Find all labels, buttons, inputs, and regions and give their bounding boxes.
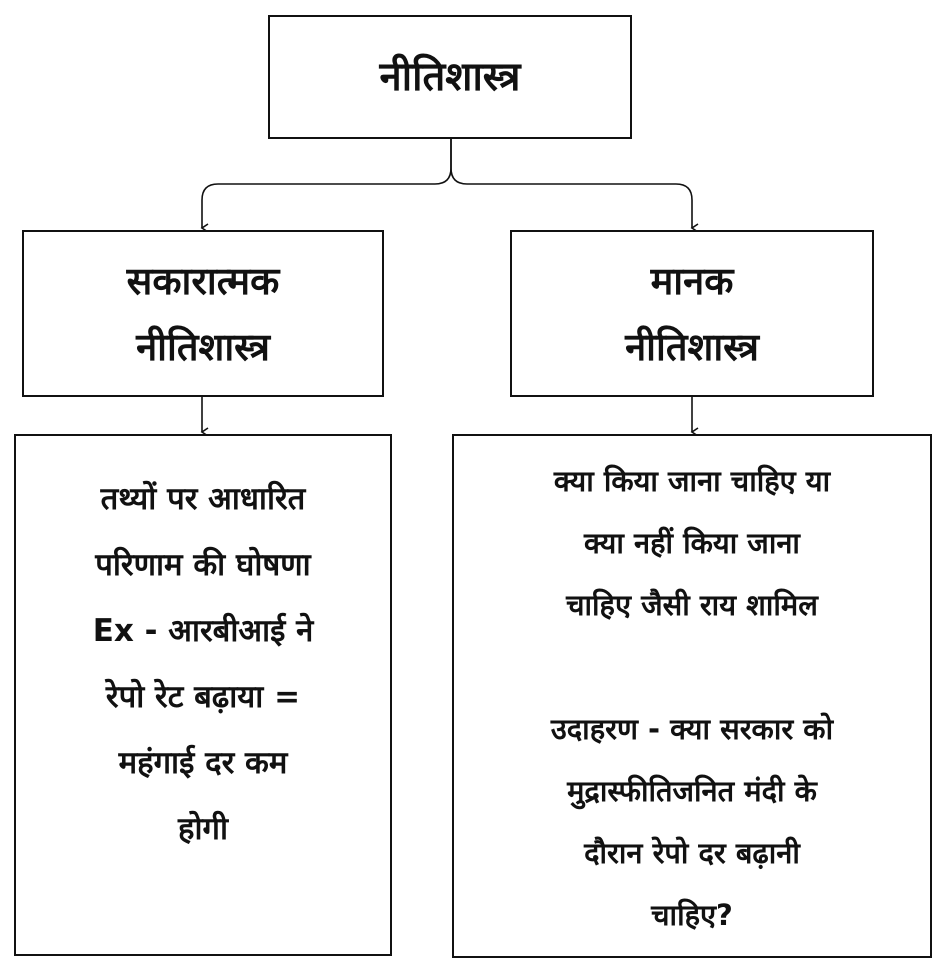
positive-ethics-heading: सकारात्मक नीतिशास्त्र	[126, 258, 280, 369]
root-label: नीतिशास्त्र	[379, 54, 521, 100]
root-to-left-connector	[202, 139, 451, 228]
normative-ethics-description-box	[452, 434, 932, 958]
root-node	[268, 15, 632, 139]
positive-ethics-description: तथ्यों पर आधारित परिणाम की घोषणा Ex - आरबीआई ने रेपो रेट बढ़ाया = महंगाई दर कम होगी	[92, 481, 314, 847]
positive-ethics-node	[22, 230, 384, 397]
root-to-right-connector	[451, 139, 692, 228]
normative-ethics-heading: मानक नीतिशास्त्र	[625, 258, 759, 369]
normative-ethics-node	[510, 230, 874, 397]
positive-ethics-description-box	[14, 434, 392, 956]
normative-ethics-description: क्या किया जाना चाहिए या क्या नहीं किया जाना चाहिए जैसी राय शामिल उदाहरण - क्या सरकार को मुद्रास्फीतिजनित मंदी के दौरान रेपो दर बढ़ानी चाहिए?	[550, 464, 834, 932]
